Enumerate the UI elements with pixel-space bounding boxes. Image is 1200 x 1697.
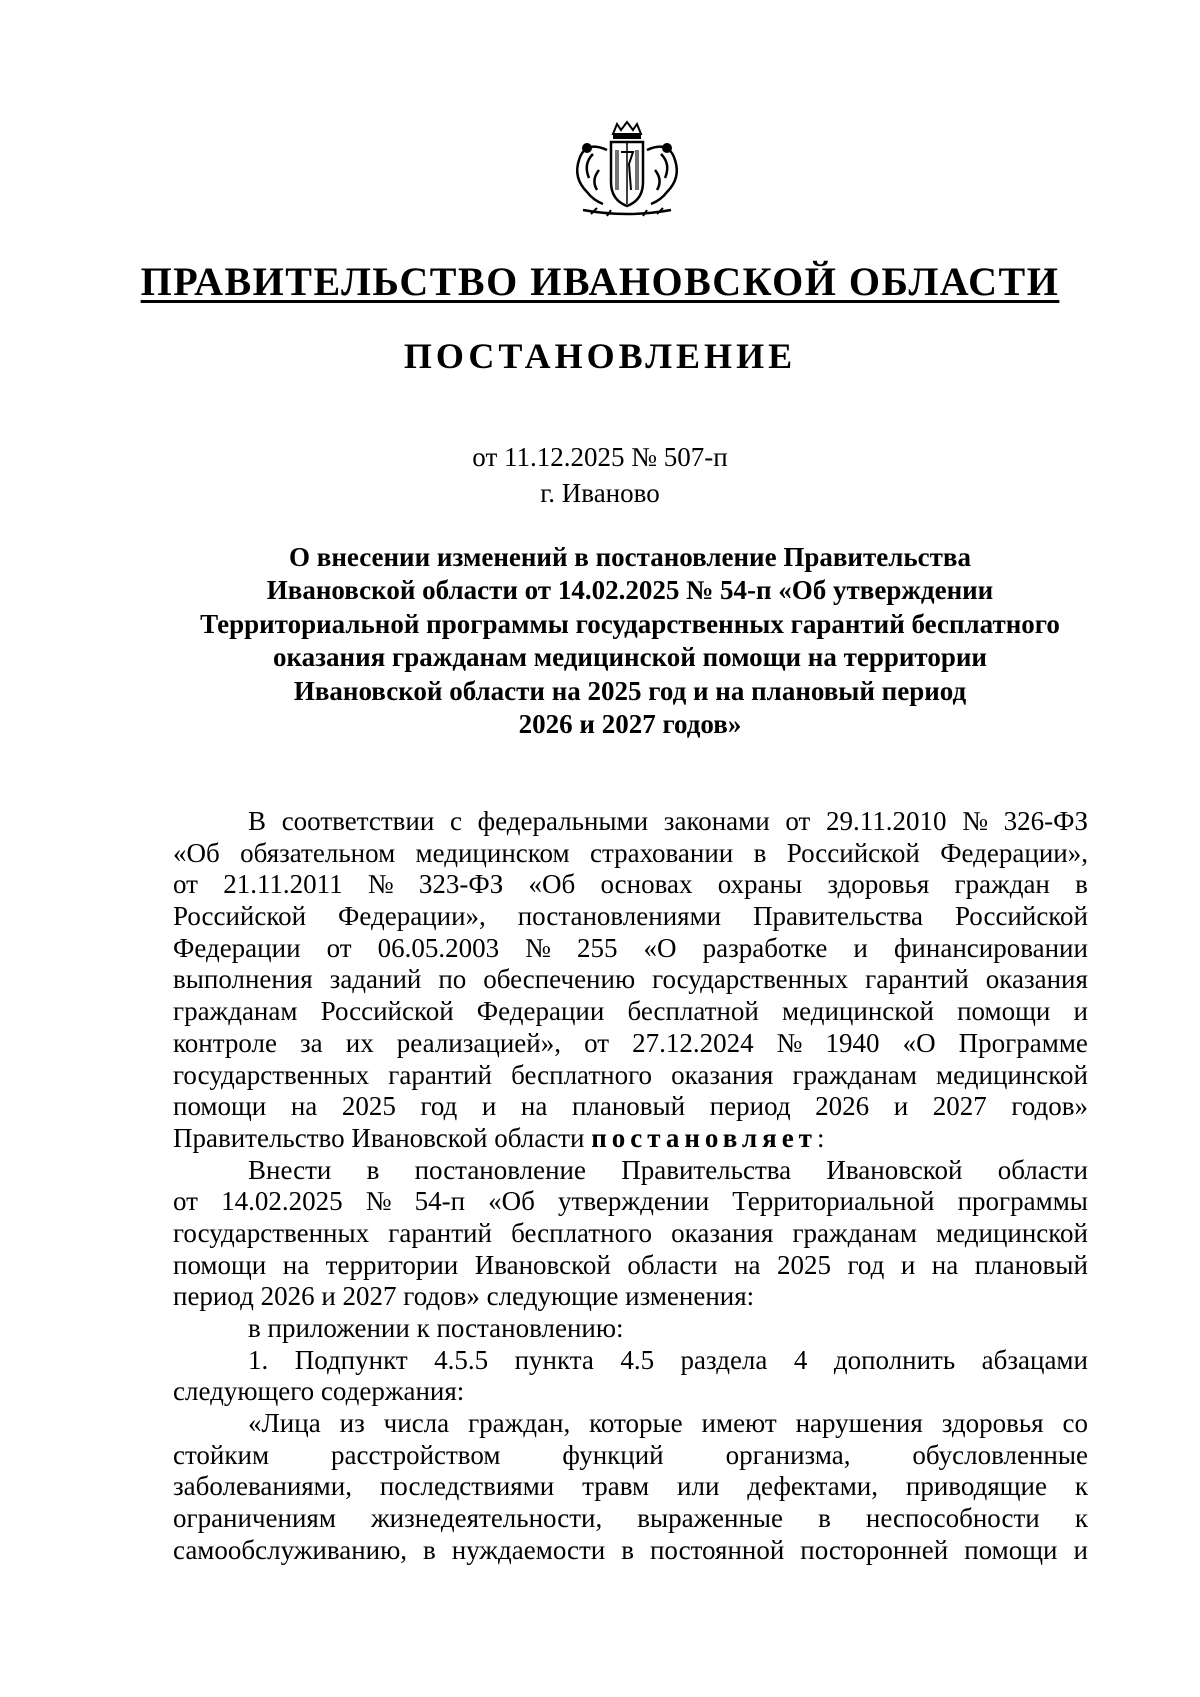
word: 14.02.2025 [221, 1186, 343, 1217]
word: нуждаемости [451, 1534, 606, 1565]
title-line: Ивановской области от 14.02.2025 № 54-п «Об утверждении [266, 575, 994, 606]
word: ограничениям [173, 1503, 336, 1534]
word: которые [589, 1408, 683, 1439]
paragraph-line [173, 838, 1088, 870]
word: в [423, 1534, 436, 1565]
word: из [339, 1408, 365, 1439]
word: гражданам [792, 1217, 917, 1248]
word: их [345, 1027, 374, 1058]
word: заболеваниями, [173, 1471, 352, 1502]
word: страховании [589, 837, 734, 868]
paragraph-line [173, 996, 1088, 1028]
document-type: ПОСТАНОВЛЕНИЕ [403, 336, 797, 376]
word: Правительства [753, 901, 923, 932]
word: 2027 [932, 1091, 987, 1122]
word: государственных [173, 1059, 370, 1090]
word: 06.05.2003 [377, 932, 500, 963]
paragraph-line [173, 1535, 1088, 1567]
resolves-suffix: : [816, 1122, 825, 1153]
word: период [709, 1091, 791, 1122]
word: медицинской [936, 1059, 1088, 1090]
word: приводящие [905, 1471, 1047, 1502]
word: в [818, 1503, 831, 1534]
issuing-authority: ПРАВИТЕЛЬСТВО ИВАНОВСКОЙ ОБЛАСТИ [140, 259, 1060, 304]
word: Ивановской [826, 1154, 963, 1185]
word: и [853, 932, 868, 963]
word: здоровья [827, 869, 930, 900]
paragraph-line [173, 1218, 1088, 1250]
word: год [420, 1091, 458, 1122]
word: на [520, 1091, 548, 1122]
word: Правительства [621, 1154, 792, 1185]
paragraph-line: период 2026 и 2027 годов» следующие изменения: [173, 1281, 755, 1312]
title-line: оказания гражданам медицинской помощи на территории [273, 642, 987, 673]
word: гарантий [865, 964, 969, 995]
word: 255 [576, 932, 618, 963]
word: государственных [173, 1217, 370, 1248]
title-line: Ивановской области на 2025 год и на плановый период [293, 675, 967, 706]
paragraph-line [173, 1091, 1088, 1123]
word: 4.5 [620, 1344, 655, 1375]
word: гарантий [388, 1217, 492, 1248]
document-title [150, 541, 1110, 741]
word: оказания [671, 1217, 774, 1248]
word: 29.11.2010 [826, 806, 947, 836]
word: год [847, 1249, 885, 1280]
word: Российской [173, 901, 307, 932]
word: постановление [414, 1154, 586, 1185]
word: числа [383, 1408, 450, 1439]
word: гражданам [792, 1059, 917, 1090]
date-and-number: от 11.12.2025 № 507-п [472, 442, 728, 472]
word: дополнить [833, 1344, 956, 1375]
paragraph-line [173, 1440, 1088, 1472]
word: помощи [957, 996, 1051, 1027]
word: за [300, 1027, 323, 1058]
word: территории [325, 1249, 459, 1280]
word: годов» [1011, 1091, 1088, 1122]
word: нарушения [795, 1408, 923, 1439]
paragraph-line [173, 806, 1088, 838]
word: Программе [958, 1027, 1088, 1058]
word: Подпункт [294, 1344, 408, 1375]
word: гражданам [173, 996, 298, 1027]
word: постановлениями [517, 901, 722, 932]
word: на [290, 1091, 318, 1122]
word: жизнедеятельности, [371, 1503, 603, 1534]
word: раздела [680, 1344, 768, 1375]
word: «Об [528, 869, 576, 900]
word: программы [957, 1186, 1088, 1217]
paragraph-line [173, 964, 1088, 996]
word: от [785, 806, 811, 836]
word: № [962, 806, 988, 836]
word: № [367, 869, 394, 900]
word: дефектами, [747, 1471, 878, 1502]
word: охраны [717, 869, 803, 900]
word: «Об [488, 1186, 535, 1217]
word: № [365, 1186, 392, 1217]
city: г. Иваново [540, 478, 660, 508]
word: стойким [173, 1439, 270, 1470]
paragraph-line [173, 1345, 1088, 1377]
word: последствиями [379, 1471, 555, 1502]
word: к [1074, 1503, 1088, 1534]
coat-of-arms-icon [563, 120, 691, 220]
word: от [173, 1186, 198, 1217]
resolves-prefix: Правительство Ивановской области [173, 1122, 592, 1153]
word: Российской [320, 996, 454, 1027]
paragraph-line [173, 869, 1088, 901]
word: к [1074, 1471, 1088, 1502]
word: финансировании [893, 932, 1088, 963]
word: Федерации», [338, 901, 486, 932]
word: в [753, 837, 767, 868]
word: В [248, 806, 267, 836]
word: государственных [652, 964, 849, 995]
word: с [449, 806, 462, 836]
paragraph-line [173, 901, 1088, 933]
word: федеральными [477, 806, 649, 836]
paragraph-line [173, 1471, 1088, 1503]
word: на [282, 1249, 310, 1280]
paragraph-line: в приложении к постановлению: [248, 1313, 624, 1343]
word: и [1073, 1534, 1088, 1565]
word: на [931, 1249, 959, 1280]
word: обусловленные [912, 1439, 1088, 1470]
word: оказания [671, 1059, 774, 1090]
title-line: 2026 и 2027 годов» [518, 709, 742, 740]
word: и [481, 1091, 497, 1122]
word: 326-ФЗ [1003, 806, 1088, 836]
word: 1. [248, 1344, 269, 1375]
word: в [1075, 869, 1088, 900]
word: «О [643, 932, 677, 963]
word: медицинской [936, 1217, 1088, 1248]
word: в [621, 1534, 634, 1565]
word: Федерации [476, 996, 605, 1027]
word: 1940 [825, 1027, 880, 1058]
word: № [776, 1027, 803, 1058]
word: заданий [329, 964, 422, 995]
word: обязательном [240, 837, 396, 868]
word: помощи [964, 1534, 1058, 1565]
word: граждан, [468, 1408, 571, 1439]
word: организма, [725, 1439, 851, 1470]
word: или [677, 1471, 720, 1502]
word: «Об [173, 837, 220, 868]
paragraph-line [173, 1060, 1088, 1092]
word: от [584, 1027, 610, 1058]
word: Внести [248, 1154, 332, 1185]
word: выраженные [637, 1503, 783, 1534]
word: 21.11.2011 [223, 869, 343, 900]
title-line: Территориальной программы государственных гарантий бесплатного [200, 608, 1060, 639]
word: разработке [702, 932, 828, 963]
word: медицинском [415, 837, 570, 868]
word: 2026 [815, 1091, 870, 1122]
word: Российской [786, 837, 920, 868]
word: 323-ФЗ [418, 869, 504, 900]
paragraph-line [173, 1186, 1088, 1218]
word: основах [600, 869, 693, 900]
word: и [900, 1249, 916, 1280]
paragraph-line [173, 1250, 1088, 1282]
word: на [734, 1249, 761, 1280]
word: постоянной [649, 1534, 785, 1565]
word: и [893, 1091, 909, 1122]
paragraph-line [173, 1028, 1088, 1060]
word: законами [663, 806, 770, 836]
word: и [1073, 996, 1088, 1027]
word: реализацией», [396, 1027, 561, 1058]
word: контроле [173, 1027, 277, 1058]
word: функций [562, 1439, 664, 1470]
title-line: О внесении изменений в постановление Правительства [289, 542, 971, 572]
word: оказания [985, 964, 1088, 995]
word: в [366, 1154, 380, 1185]
word: области [627, 1249, 718, 1280]
word: имеют [701, 1408, 777, 1439]
word: травм [582, 1471, 650, 1502]
paragraph-line [173, 933, 1088, 965]
word: помощи [173, 1091, 267, 1122]
word: области [997, 1154, 1088, 1185]
word: со [1062, 1408, 1088, 1439]
word: Федерации», [940, 837, 1088, 868]
word: посторонней [800, 1534, 949, 1565]
word: медицинской [782, 996, 934, 1027]
word: помощи [173, 1249, 267, 1280]
word: неспособности [865, 1503, 1040, 1534]
word: от [173, 869, 198, 900]
word: 2025 [777, 1249, 831, 1280]
word: обеспечению [483, 964, 636, 995]
word: 27.12.2024 [632, 1027, 754, 1058]
word: гарантий [388, 1059, 492, 1090]
paragraph-line [173, 1503, 1088, 1535]
word: по [438, 964, 467, 995]
paragraph-line: следующего содержания: [173, 1376, 465, 1407]
word: 4.5.5 [434, 1344, 489, 1375]
word: плановый [571, 1091, 686, 1122]
word: Территориальной [732, 1186, 935, 1217]
paragraph-line-resolves [173, 1123, 1088, 1155]
word: Федерации [173, 932, 301, 963]
word: бесплатного [511, 1217, 652, 1248]
paragraph-line [173, 1155, 1088, 1187]
paragraph-line [173, 1408, 1088, 1440]
word: плановый [974, 1249, 1088, 1280]
word: «О [902, 1027, 936, 1058]
word: 4 [793, 1344, 808, 1375]
word: 54-п [414, 1186, 466, 1217]
word: расстройством [330, 1439, 501, 1470]
word: № [525, 932, 551, 963]
word: граждан [954, 869, 1050, 900]
word: бесплатной [627, 996, 759, 1027]
word: утверждении [558, 1186, 710, 1217]
word: абзацами [981, 1344, 1088, 1375]
word: Ивановской [474, 1249, 611, 1280]
word: «Лица [248, 1408, 321, 1439]
resolves-word: постановляет [591, 1122, 817, 1153]
word: Российской [954, 901, 1088, 932]
word: от [326, 932, 352, 963]
word: самообслуживанию, [173, 1534, 408, 1565]
word: выполнения [173, 964, 313, 995]
word: бесплатного [511, 1059, 652, 1090]
word: соответствии [281, 806, 435, 836]
document-body [173, 806, 1088, 1567]
word: 2025 [341, 1091, 396, 1122]
word: здоровья [941, 1408, 1044, 1439]
word: пункта [514, 1344, 594, 1375]
